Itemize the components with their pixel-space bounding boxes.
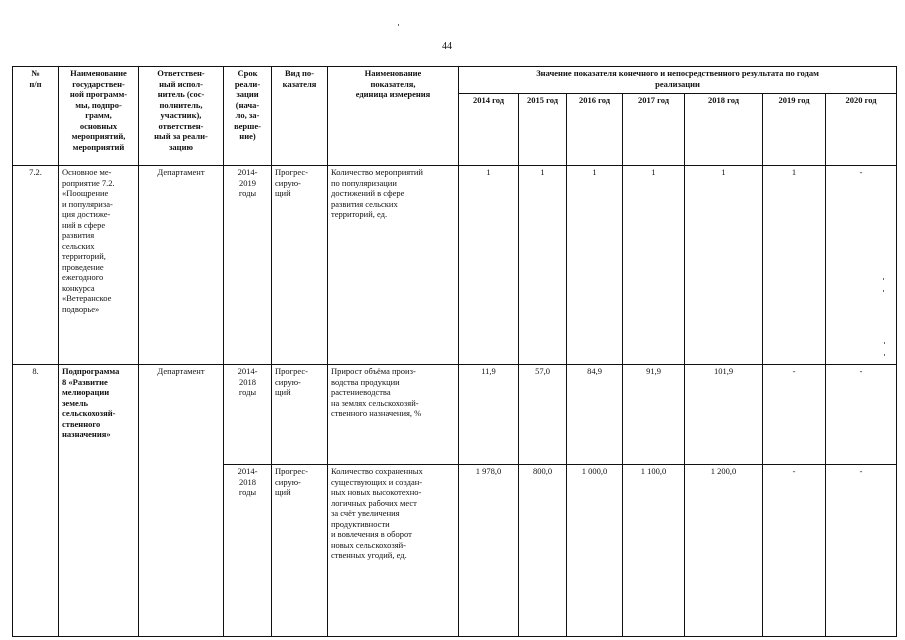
header-program: Наименование государствен- ной программ- мы, подпро- грамм, основных мероприятий, мероприятий xyxy=(59,67,139,166)
row-value: 1 000,0 xyxy=(567,465,623,637)
indicators-table xyxy=(12,66,897,637)
row-type: Прогрес- сирую- щий xyxy=(272,465,328,637)
row-value: 1 100,0 xyxy=(623,465,685,637)
row-value: - xyxy=(826,166,897,365)
header-year: 2015 год xyxy=(519,94,567,166)
header-responsible: Ответствен- ный испол- нитель (сос- полнитель, участник), ответствен- ный за реали- зацию xyxy=(139,67,224,166)
row-value: 1 978,0 xyxy=(459,465,519,637)
table-row xyxy=(13,166,897,365)
row-indicator: Количество сохраненных существующих и создан- ных новых высокотехно- логичных рабочих мест за счёт увеличения продуктивности и вовлечения в оборот новых сельскохозяй- ственных угодий, ед. xyxy=(328,465,459,637)
row-value: 1 xyxy=(567,166,623,365)
row-num: 8. xyxy=(13,365,59,637)
row-value: - xyxy=(826,365,897,465)
row-num: 7.2. xyxy=(13,166,59,365)
row-type: Прогрес- сирую- щий xyxy=(272,166,328,365)
row-indicator: Прирост объёма произ- водства продукции растениеводства на землях сельскохозяй- ственного назначения, % xyxy=(328,365,459,465)
row-value: 57,0 xyxy=(519,365,567,465)
row-value: 1 xyxy=(623,166,685,365)
header-year: 2020 год xyxy=(826,94,897,166)
page-number: 44 xyxy=(442,41,452,52)
row-value: 11,9 xyxy=(459,365,519,465)
row-program: Подпрограмма 8 «Развитие мелиорации земель сельскохозяй- ственного назначения» xyxy=(59,365,139,637)
table-header-row xyxy=(13,67,897,94)
header-year: 2017 год xyxy=(623,94,685,166)
header-year: 2018 год xyxy=(685,94,763,166)
row-value: 1 xyxy=(519,166,567,365)
header-term: Срок реали- зации (нача- ло, за- верше- ние) xyxy=(224,67,272,166)
header-num: № п/п xyxy=(13,67,59,166)
header-year: 2019 год xyxy=(763,94,826,166)
row-value: 84,9 xyxy=(567,365,623,465)
header-year: 2014 год xyxy=(459,94,519,166)
row-value: 800,0 xyxy=(519,465,567,637)
header-indicator: Наименование показателя, единица измерения xyxy=(328,67,459,166)
scan-speck xyxy=(398,24,399,26)
header-type: Вид по- казателя xyxy=(272,67,328,166)
row-value: 91,9 xyxy=(623,365,685,465)
row-value: 1 xyxy=(459,166,519,365)
row-value: 1 xyxy=(763,166,826,365)
row-value: 101,9 xyxy=(685,365,763,465)
row-responsible: Департамент xyxy=(139,166,224,365)
row-program: Основное ме- роприятие 7.2. «Поощрение и популяриза- ция достиже- ний в сфере развития сельских территорий, проведение ежегодного конкурса «Ветеранское подворье» xyxy=(59,166,139,365)
row-term: 2014- 2018 годы xyxy=(224,465,272,637)
header-years-group: Значение показателя конечного и непосредственного результата по годам реализации xyxy=(459,67,897,94)
row-value: - xyxy=(763,365,826,465)
row-type: Прогрес- сирую- щий xyxy=(272,365,328,465)
row-value: - xyxy=(826,465,897,637)
row-term: 2014- 2019 годы xyxy=(224,166,272,365)
table-row xyxy=(13,365,897,465)
row-term: 2014- 2018 годы xyxy=(224,365,272,465)
row-indicator: Количество мероприятий по популяризации достижений в сфере развития сельских территорий, ед. xyxy=(328,166,459,365)
row-responsible: Департамент xyxy=(139,365,224,637)
header-year: 2016 год xyxy=(567,94,623,166)
row-value: 1 200,0 xyxy=(685,465,763,637)
row-value: 1 xyxy=(685,166,763,365)
row-value: - xyxy=(763,465,826,637)
